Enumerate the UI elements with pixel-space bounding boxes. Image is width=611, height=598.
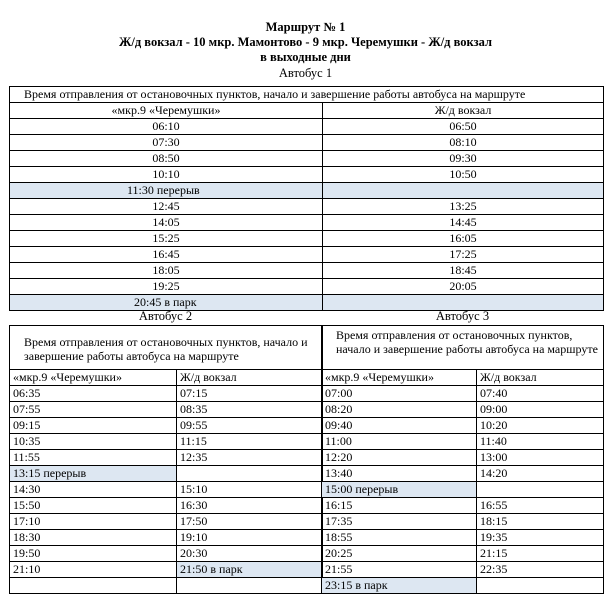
- bus1-caption: Время отправления от остановочных пунктов, начало и завершение работы автобуса на маршруте: [10, 87, 604, 103]
- table-row: [10, 167, 604, 183]
- table-row: [322, 546, 604, 562]
- table-row: [322, 514, 604, 530]
- bus3-cell: 18:15: [477, 514, 604, 530]
- bus3-cell: [477, 578, 604, 594]
- bus2-col2-header: Ж/д вокзал: [177, 370, 323, 386]
- title-line-1: Маршрут № 1: [265, 20, 346, 34]
- bus3-park-cell: 23:15 в парк: [322, 578, 477, 594]
- bus3-table: [321, 325, 604, 594]
- bus1-cell: 16:05: [323, 231, 604, 247]
- bus1-park-cell: 20:45 в парк: [10, 295, 323, 311]
- bus3-cell: 16:15: [322, 498, 477, 514]
- table-row: [322, 562, 604, 578]
- bus1-cell: 06:10: [10, 119, 323, 135]
- bus3-cell: 09:40: [322, 418, 477, 434]
- bus3-cell: 08:20: [322, 402, 477, 418]
- bus1-cell: 08:50: [10, 151, 323, 167]
- bus2-cell: 11:15: [177, 434, 323, 450]
- table-row: [322, 450, 604, 466]
- bus3-cell: [477, 482, 604, 498]
- bus2-cell: 19:50: [10, 546, 177, 562]
- bus2-cell: 10:35: [10, 434, 177, 450]
- bus2-cell: 09:15: [10, 418, 177, 434]
- table-row: [322, 386, 604, 402]
- table-row: [322, 482, 604, 498]
- table-row: [10, 199, 604, 215]
- table-row: [10, 530, 323, 546]
- bus1-col2-header: Ж/д вокзал: [323, 103, 604, 119]
- bus1-cell: 16:45: [10, 247, 323, 263]
- bus3-col1-header: «мкр.9 «Черемушки»: [322, 370, 477, 386]
- table-row: [10, 466, 323, 482]
- bus2-cell: 11:55: [10, 450, 177, 466]
- table-row: [322, 530, 604, 546]
- table-row: [10, 279, 604, 295]
- bus1-cell: 10:50: [323, 167, 604, 183]
- bus3-break-cell: 15:00 перерыв: [322, 482, 477, 498]
- table-row: [322, 498, 604, 514]
- table-row: [10, 578, 323, 594]
- bus1-cell: 14:05: [10, 215, 323, 231]
- bus1-cell: 10:10: [10, 167, 323, 183]
- table-row: [322, 578, 604, 594]
- bus3-col2-header: Ж/д вокзал: [477, 370, 604, 386]
- bus3-cell: 12:20: [322, 450, 477, 466]
- bus2-cell: 07:55: [10, 402, 177, 418]
- title-line-2: Ж/д вокзал - 10 мкр. Мамонтово - 9 мкр. Черемушки - Ж/д вокзал: [119, 35, 492, 49]
- bus1-cell: 14:45: [323, 215, 604, 231]
- bus2-cell: 16:30: [177, 498, 323, 514]
- table-row: [10, 434, 323, 450]
- bus1-table: [9, 86, 604, 311]
- table-row: [10, 119, 604, 135]
- table-row: [322, 402, 604, 418]
- table-row: [10, 183, 604, 199]
- table-row: [10, 151, 604, 167]
- table-row: [10, 247, 604, 263]
- bus3-cell: 10:20: [477, 418, 604, 434]
- bus3-cell: 07:00: [322, 386, 477, 402]
- bus3-cell: 16:55: [477, 498, 604, 514]
- bus2-cell: 15:50: [10, 498, 177, 514]
- bus2-cell: 08:35: [177, 402, 323, 418]
- bus1-cell: 06:50: [323, 119, 604, 135]
- bus1-cell: 20:05: [323, 279, 604, 295]
- bus3-cell: 13:40: [322, 466, 477, 482]
- bus2-cell: 18:30: [10, 530, 177, 546]
- bus1-cell: 18:05: [10, 263, 323, 279]
- bus2-cell: 17:50: [177, 514, 323, 530]
- bus3-cell: 21:15: [477, 546, 604, 562]
- bus2-cell: 15:10: [177, 482, 323, 498]
- bus1-cell: 09:30: [323, 151, 604, 167]
- bus1-cell: 15:25: [10, 231, 323, 247]
- bus3-cell: 22:35: [477, 562, 604, 578]
- bus1-label: Автобус 1: [278, 66, 333, 80]
- table-row: [10, 546, 323, 562]
- table-row: [10, 562, 323, 578]
- bus2-cell: 06:35: [10, 386, 177, 402]
- bus2-cell: 12:35: [177, 450, 323, 466]
- table-row: [10, 402, 323, 418]
- bus2-col1-header: «мкр.9 «Черемушки»: [10, 370, 177, 386]
- bus3-cell: 14:20: [477, 466, 604, 482]
- bus3-cell: 13:00: [477, 450, 604, 466]
- bus3-cell: 09:00: [477, 402, 604, 418]
- bus3-cell: 18:55: [322, 530, 477, 546]
- bus3-label: Автобус 3: [435, 309, 490, 323]
- bus2-cell: [177, 578, 323, 594]
- bus2-cell: 20:30: [177, 546, 323, 562]
- bus1-cell: 12:45: [10, 199, 323, 215]
- bus2-cell: 19:10: [177, 530, 323, 546]
- bus3-cell: 20:25: [322, 546, 477, 562]
- table-row: [322, 466, 604, 482]
- bus1-cell: 18:45: [323, 263, 604, 279]
- bus2-caption: Время отправления от остановочных пунктов, начало и завершение работы автобуса на маршруте: [10, 326, 323, 370]
- bus1-cell: 08:10: [323, 135, 604, 151]
- bus2-park-cell: 21:50 в парк: [177, 562, 323, 578]
- table-row: [322, 418, 604, 434]
- table-row: [10, 498, 323, 514]
- bus3-cell: 21:55: [322, 562, 477, 578]
- title-line-3: в выходные дни: [260, 50, 351, 64]
- table-row: [322, 434, 604, 450]
- bus1-cell: 13:25: [323, 199, 604, 215]
- bus2-break-cell: 13:15 перерыв: [10, 466, 177, 482]
- bus3-cell: 17:35: [322, 514, 477, 530]
- table-row: [10, 215, 604, 231]
- bus2-cell: 14:30: [10, 482, 177, 498]
- bus1-cell: 17:25: [323, 247, 604, 263]
- bus2-cell: 17:10: [10, 514, 177, 530]
- table-row: [10, 386, 323, 402]
- table-row: [10, 450, 323, 466]
- table-row: [10, 135, 604, 151]
- table-row: [10, 482, 323, 498]
- table-row: [10, 263, 604, 279]
- bus1-cell: 19:25: [10, 279, 323, 295]
- bus2-cell: 09:55: [177, 418, 323, 434]
- table-row: [10, 514, 323, 530]
- bus1-col1-header: «мкр.9 «Черемушки»: [10, 103, 323, 119]
- bus3-cell: 11:40: [477, 434, 604, 450]
- bus2-cell: 21:10: [10, 562, 177, 578]
- bus3-cell: 07:40: [477, 386, 604, 402]
- bus1-cell: 07:30: [10, 135, 323, 151]
- table-row: [10, 231, 604, 247]
- bus3-cell: 11:00: [322, 434, 477, 450]
- bus2-label: Автобус 2: [138, 309, 193, 323]
- bus1-break-cell: 11:30 перерыв: [10, 183, 323, 199]
- bus2-cell: [10, 578, 177, 594]
- bus2-cell: 07:15: [177, 386, 323, 402]
- bus1-cell: [323, 183, 604, 199]
- bus2-cell: [177, 466, 323, 482]
- bus2-table: [9, 325, 323, 594]
- table-row: [10, 418, 323, 434]
- bus3-cell: 19:35: [477, 530, 604, 546]
- bus3-caption: Время отправления от остановочных пунктов, начало и завершение работы автобуса на маршруте: [322, 326, 604, 370]
